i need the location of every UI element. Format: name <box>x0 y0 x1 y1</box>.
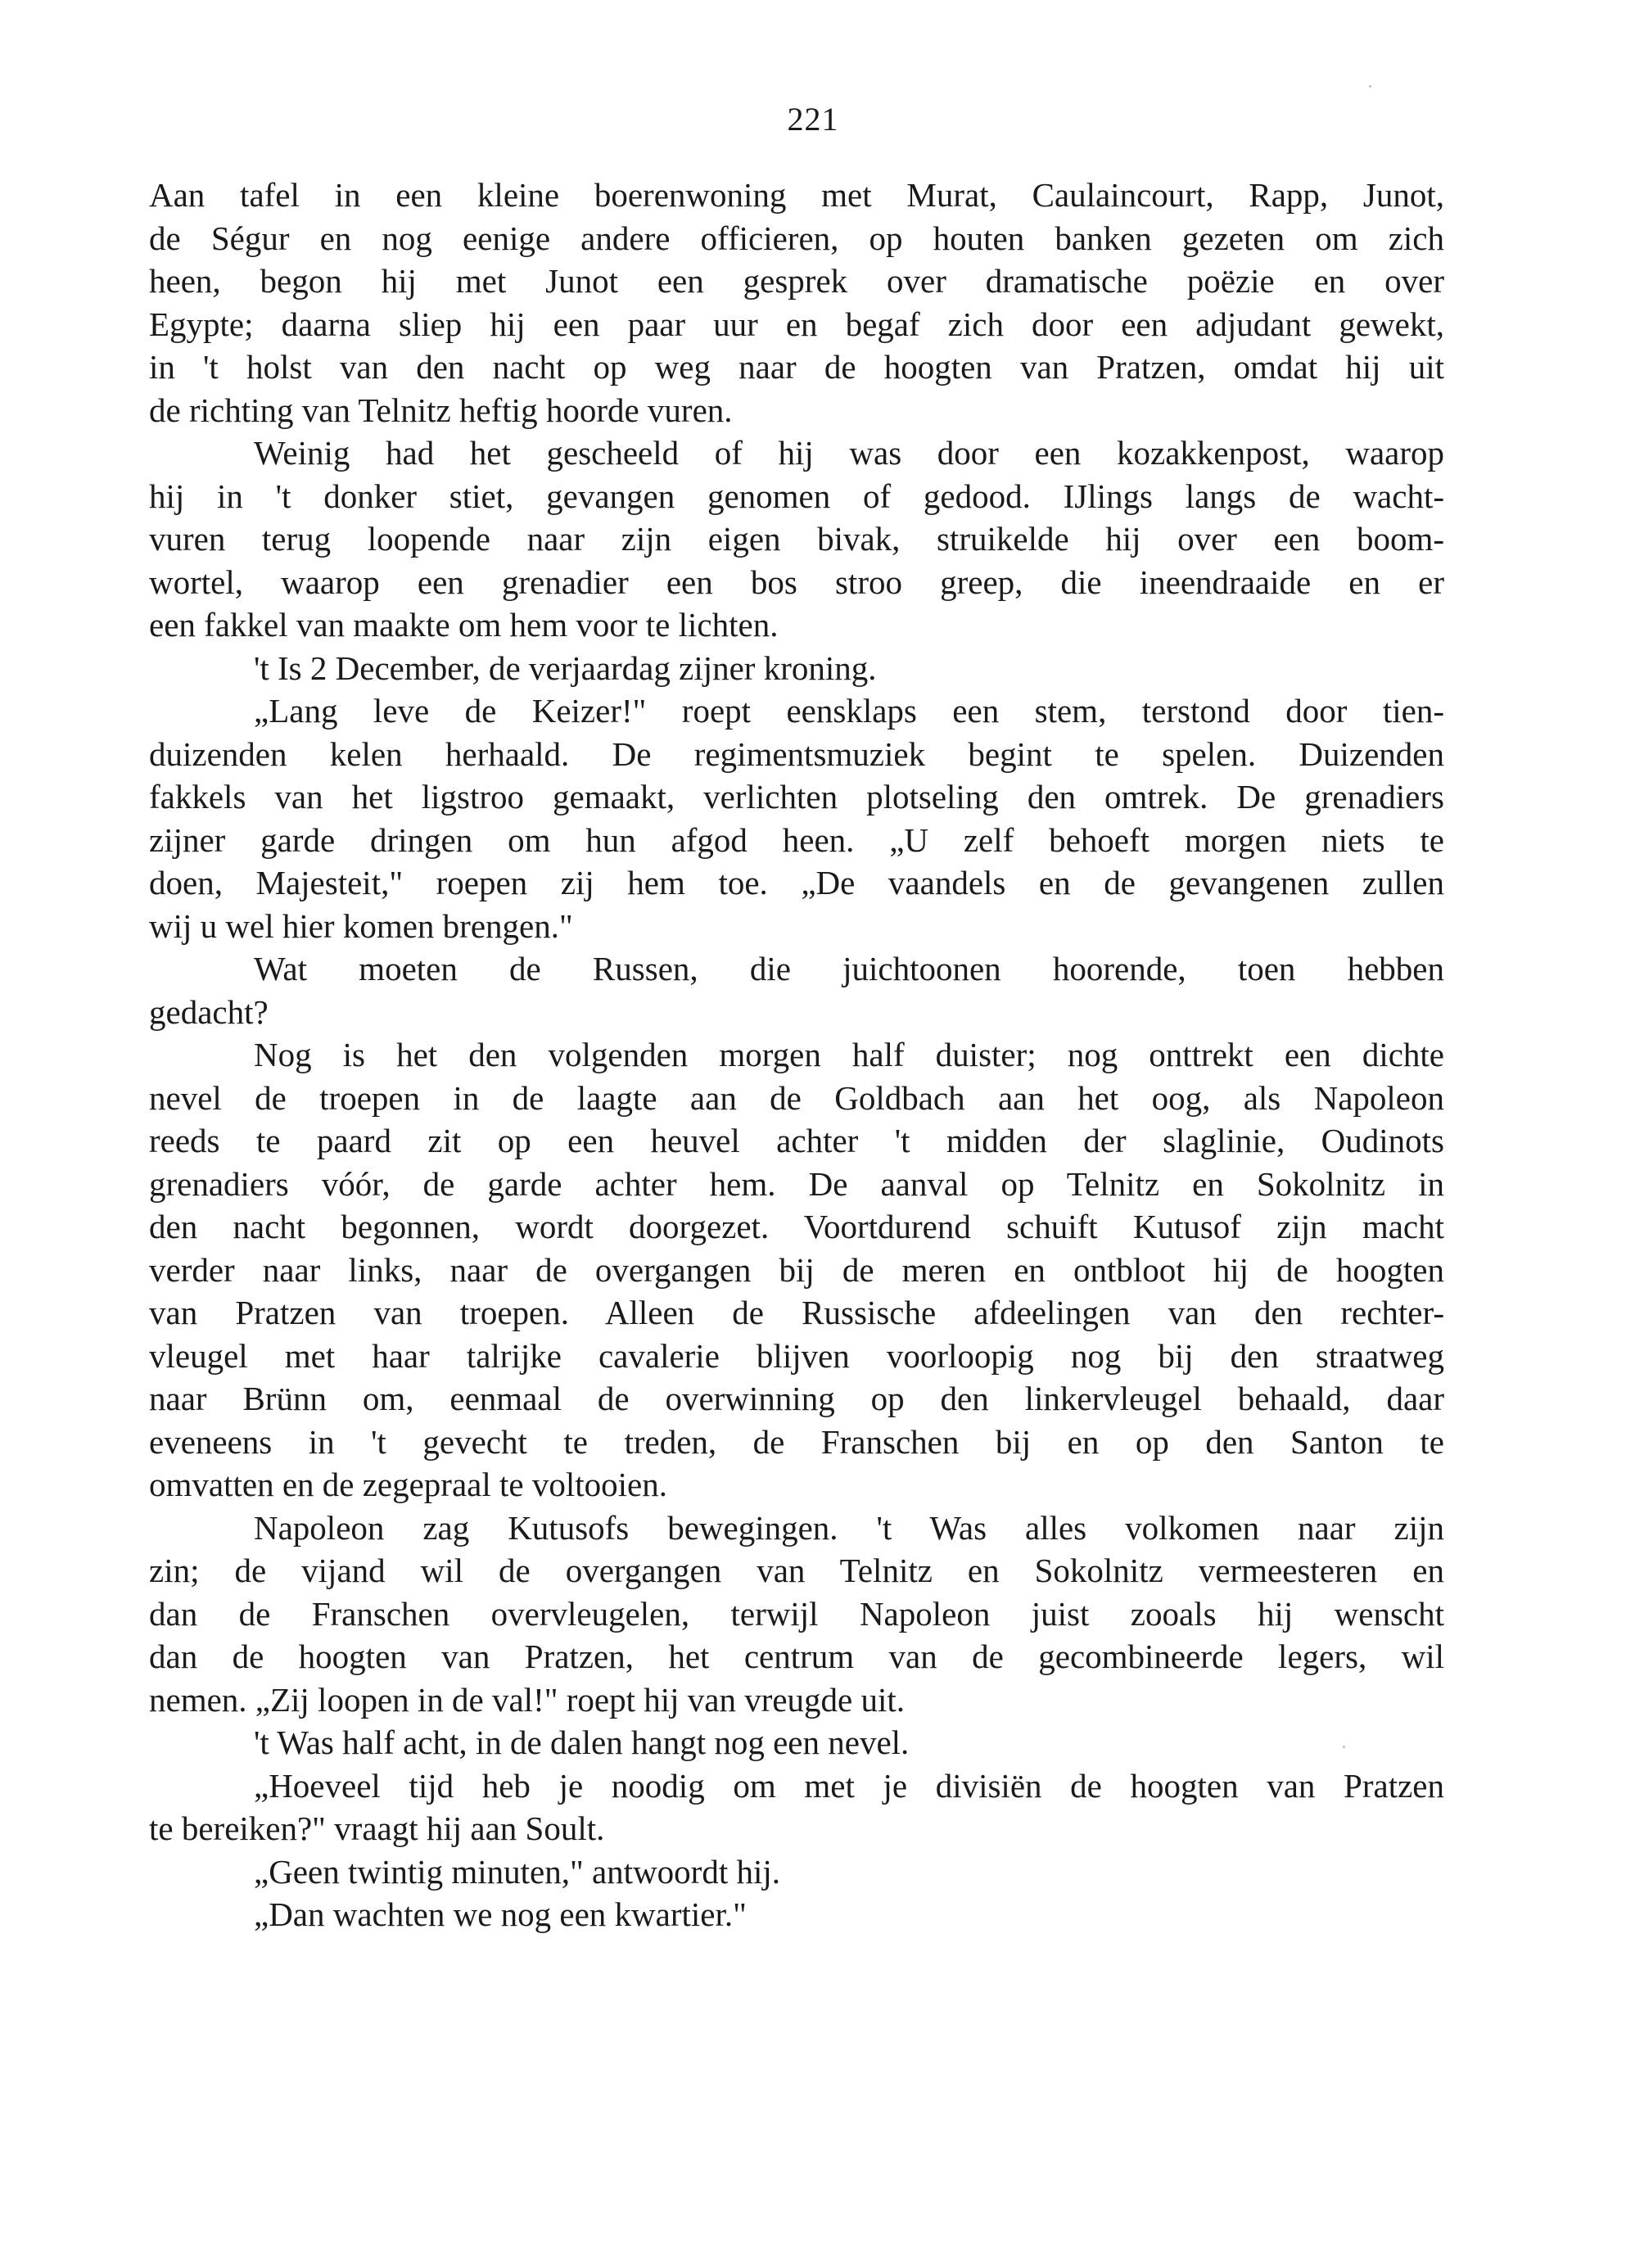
text-line: naar Brünn om, eenmaal de overwinning op den linkervleugel behaald, daar <box>149 1380 1444 1417</box>
paragraph <box>149 174 1444 431</box>
text-line: Nog is het den volgenden morgen half duister; nog onttrekt een dichte <box>254 1036 1444 1073</box>
text-line: dan de Franschen overvleugelen, terwijl Napoleon juist zooals hij wenscht <box>149 1594 1444 1633</box>
text-line: vuren terug loopende naar zijn eigen bivak, struikelde hij over een boom- <box>149 520 1444 558</box>
text-line: gedacht? <box>149 992 269 1031</box>
text-line: nevel de troepen in de laagte aan de Goldbach aan het oog, als Napoleon <box>149 1078 1444 1117</box>
text-line: Aan tafel in een kleine boerenwoning met Murat, Caulaincourt, Rapp, Junot, <box>149 176 1444 214</box>
text-line: vleugel met haar talrijke cavalerie blijven voorloopig nog bij den straatweg <box>149 1336 1444 1375</box>
text-line: fakkels van het ligstroo gemaakt, verlichten plotseling den omtrek. De grenadiers <box>149 778 1444 815</box>
text-line: dan de hoogten van Pratzen, het centrum van de gecombineerde legers, wil <box>149 1638 1444 1675</box>
paragraph <box>149 1507 1444 1722</box>
paragraph <box>149 1033 1444 1507</box>
text-line: „Geen twintig minuten," antwoordt hij. <box>254 1852 781 1891</box>
text-line: 't Is 2 December, de verjaardag zijner kroning. <box>254 648 877 687</box>
text-line: zin; de vijand wil de overgangen van Telnitz en Sokolnitz vermeesteren en <box>149 1552 1444 1589</box>
paragraph <box>149 431 1444 647</box>
text-line: „Hoeveel tijd heb je noodig om met je divisiën de hoogten van Pratzen <box>254 1766 1444 1805</box>
text-line: een fakkel van maakte om hem voor te lichten. <box>149 606 779 644</box>
text-line: hij in 't donker stiet, gevangen genomen of gedood. IJlings langs de wacht- <box>149 477 1444 515</box>
text-line: „Lang leve de Keizer!" roept eensklaps een stem, terstond door tien- <box>254 692 1444 730</box>
text-line: verder naar links, naar de overgangen bij de meren en ontbloot hij de hoogten <box>149 1250 1444 1289</box>
text-line: heen, begon hij met Junot een gesprek over dramatische poëzie en over <box>149 262 1444 300</box>
text-line: omvatten en de zegepraal te voltooien. <box>149 1466 667 1503</box>
page-number: 221 <box>787 101 839 138</box>
text-line: Weinig had het gescheeld of hij was door een kozakkenpost, waarop <box>254 434 1444 472</box>
text-line: Wat moeten de Russen, die juichtoonen hoorende, toen hebben <box>254 950 1444 987</box>
paragraph <box>149 1764 1444 1850</box>
paragraph <box>149 1721 1444 1764</box>
text-line: eveneens in 't gevecht te treden, de Franschen bij en op den Santon te <box>149 1422 1444 1461</box>
text-line: wortel, waarop een grenadier een bos stroo greep, die ineendraaide en er <box>149 562 1444 601</box>
text-line: van Pratzen van troepen. Alleen de Russische afdeelingen van den rechter- <box>149 1294 1444 1331</box>
text-line: grenadiers vóór, de garde achter hem. De aanval op Telnitz en Sokolnitz in <box>149 1164 1444 1203</box>
text-body <box>149 174 1444 1936</box>
paragraph <box>149 689 1444 947</box>
paragraph <box>149 1850 1444 1894</box>
paragraph <box>149 1893 1444 1936</box>
text-line: in 't holst van den nacht op weg naar de hoogten van Pratzen, omdat hij uit <box>149 348 1444 386</box>
scan-speck <box>1343 1746 1345 1748</box>
paragraph <box>149 947 1444 1033</box>
text-line: den nacht begonnen, wordt doorgezet. Voortdurend schuift Kutusof zijn macht <box>149 1208 1444 1245</box>
text-line: Napoleon zag Kutusofs bewegingen. 't Was alles volkomen naar zijn <box>254 1508 1444 1547</box>
text-line: de richting van Telnitz heftig hoorde vuren. <box>149 391 733 429</box>
text-line: Egypte; daarna sliep hij een paar uur en begaf zich door een adjudant gewekt, <box>149 305 1444 343</box>
paragraph <box>149 647 1444 690</box>
text-line: duizenden kelen herhaald. De regimentsmuziek begint te spelen. Duizenden <box>149 734 1444 773</box>
text-line: zijner garde dringen om hun afgod heen. „U zelf behoeft morgen niets te <box>149 820 1444 859</box>
text-line: de Ségur en nog eenige andere officieren, op houten banken gezeten om zich <box>149 219 1444 257</box>
text-line: nemen. „Zij loopen in de val!" roept hij van vreugde uit. <box>149 1680 906 1719</box>
text-line: 't Was half acht, in de dalen hangt nog een nevel. <box>254 1724 910 1761</box>
text-line: doen, Majesteit," roepen zij hem toe. „De vaandels en de gevangenen zullen <box>149 864 1444 901</box>
text-line: wij u wel hier komen brengen." <box>149 906 573 945</box>
text-line: te bereiken?" vraagt hij aan Soult. <box>149 1809 605 1847</box>
text-line: „Dan wachten we nog een kwartier." <box>254 1895 747 1933</box>
text-line: reeds te paard zit op een heuvel achter 't midden der slaglinie, Oudinots <box>149 1122 1444 1159</box>
scan-speck <box>1369 85 1371 88</box>
